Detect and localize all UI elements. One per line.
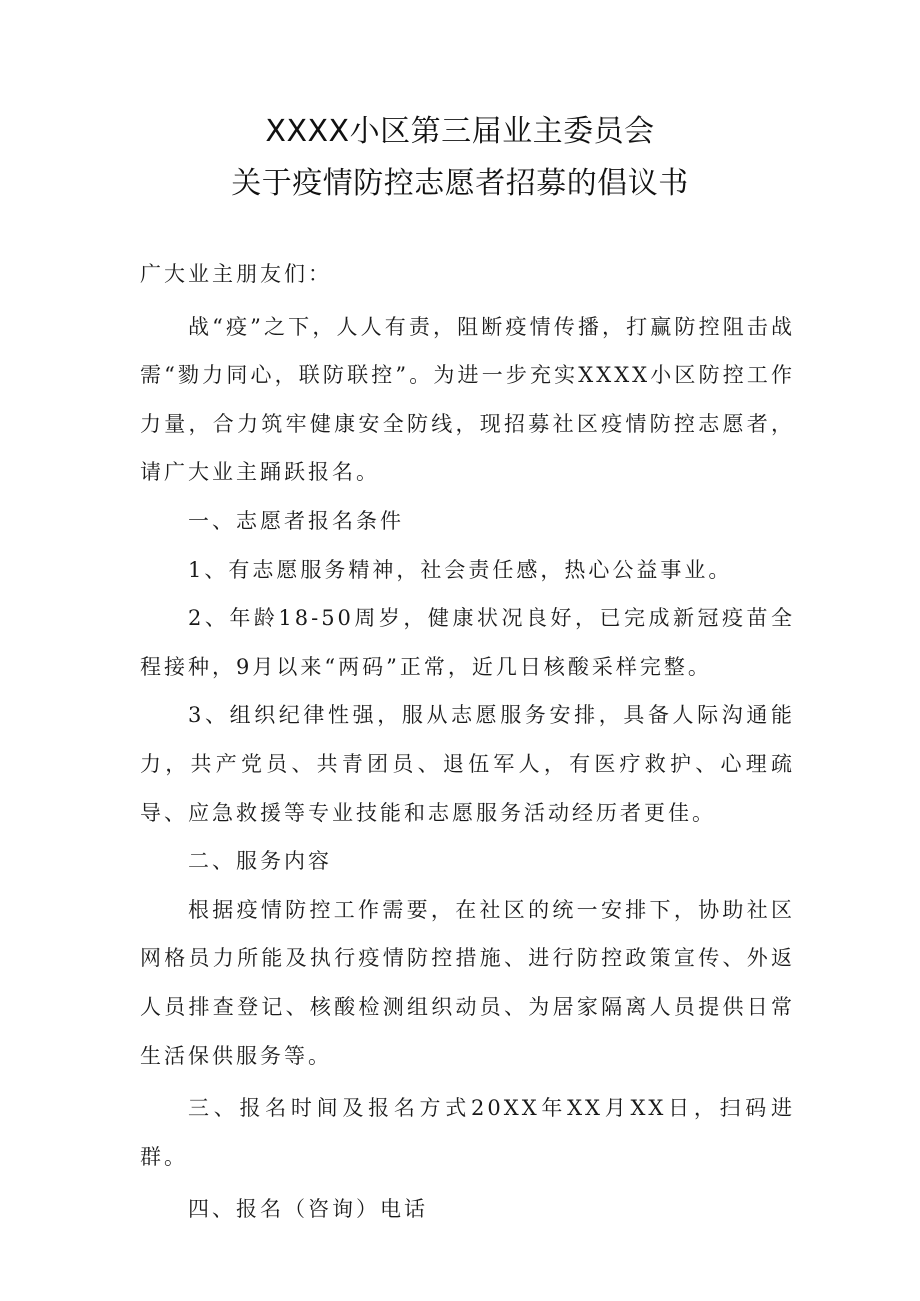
salutation: 广大业主朋友们： [140, 262, 332, 286]
section-2-heading: 二、服务内容 [188, 849, 332, 874]
section-4-heading: 四、报名（咨询）电话 [188, 1197, 428, 1222]
section-1-item-2: 2、年龄18-50周岁，健康状况良好，已完成新冠疫苗全程接种，9月以来“两码”正常，近几日核酸采样完整。 [140, 606, 795, 679]
document-body [140, 250, 795, 1234]
document-title-line-1: XXXX小区第三届业主委员会 [265, 114, 655, 149]
section-1-item-3: 3、组织纪律性强，服从志愿服务安排，具备人际沟通能力，共产党员、共青团员、退伍军人，有医疗救护、心理疏导、应急救援等专业技能和志愿服务活动经历者更佳。 [140, 703, 795, 825]
intro-paragraph: 战“疫”之下，人人有责，阻断疫情传播，打赢防控阻击战需“勠力同心，联防联控”。为进一步充实XXXX小区防控工作力量，合力筑牢健康安全防线，现招募社区疫情防控志愿者，请广大业主踊跃报名。 [140, 314, 795, 485]
section-2-text: 根据疫情防控工作需要，在社区的统一安排下，协助社区网格员力所能及执行疫情防控措施、进行防控政策宣传、外返人员排查登记、核酸检测组织动员、为居家隔离人员提供日常生活保供服务等。 [140, 897, 795, 1068]
section-1-heading: 一、志愿者报名条件 [188, 508, 404, 533]
document-title-line-2: 关于疫情防控志愿者招募的倡议书 [231, 166, 689, 201]
section-1-item-1: 1、有志愿服务精神，社会责任感，热心公益事业。 [188, 557, 733, 582]
section-3-text: 三、报名时间及报名方式20XX年XX月XX日，扫码进群。 [140, 1096, 795, 1169]
